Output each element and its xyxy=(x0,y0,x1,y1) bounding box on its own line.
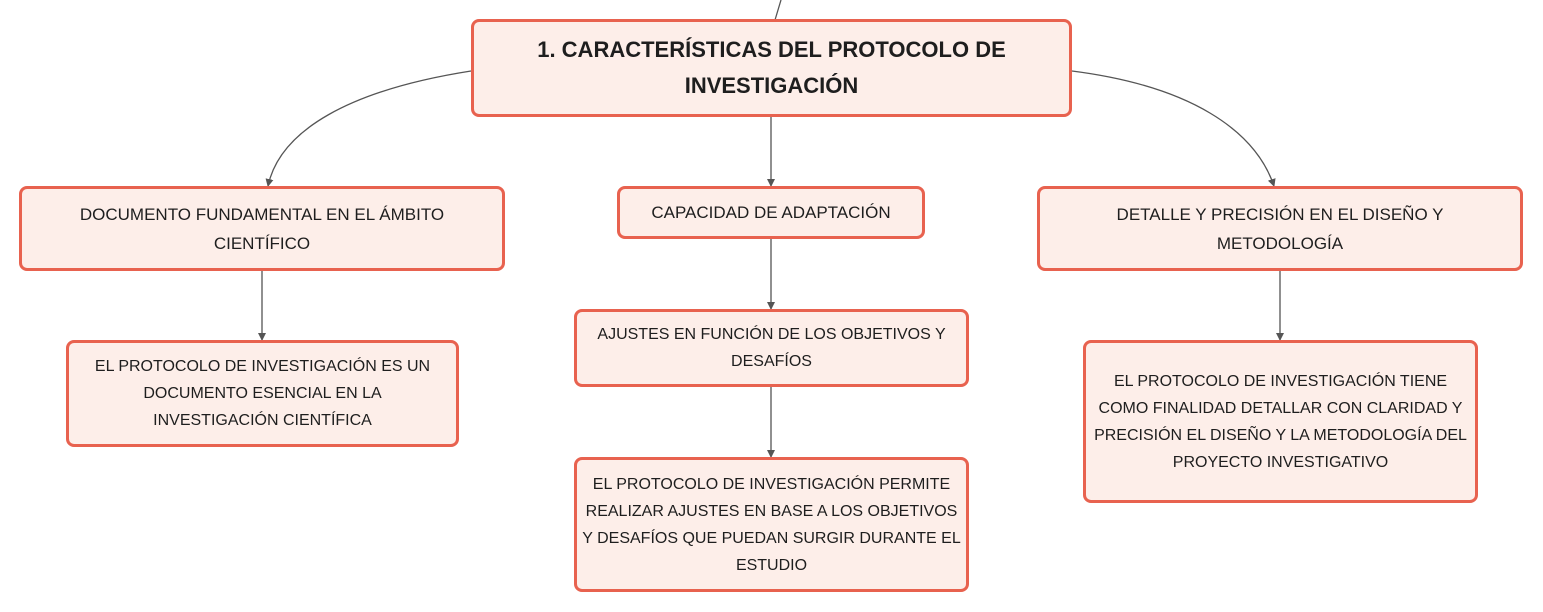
branch-topic-label: DOCUMENTO FUNDAMENTAL EN EL ÁMBITO CIENTÍFICO xyxy=(79,204,445,253)
branch-topic-capacidad-adaptacion[interactable] xyxy=(617,186,925,239)
parent-connector xyxy=(775,0,781,20)
subtopic-label: EL PROTOCOLO DE INVESTIGACIÓN ES UN DOCUMENTO ESENCIAL EN LA INVESTIGACIÓN CIENTÍFICA xyxy=(94,358,431,429)
branch-topic-documento-fundamental[interactable] xyxy=(19,186,505,271)
subtopic-protocolo-permite-ajustes[interactable] xyxy=(574,457,969,592)
branch-topic-label: CAPACIDAD DE ADAPTACIÓN xyxy=(651,203,891,222)
subtopic-label: AJUSTES EN FUNCIÓN DE LOS OBJETIVOS Y DESAFÍOS xyxy=(597,326,946,370)
subtopic-label: EL PROTOCOLO DE INVESTIGACIÓN TIENE COMO FINALIDAD DETALLAR CON CLARIDAD Y PRECISIÓN EL DISEÑO Y LA METODOLOGÍA DEL PROYECTO INVESTIGATIVO xyxy=(1094,372,1467,471)
branch-topic-detalle-precision[interactable] xyxy=(1037,186,1523,271)
connector-root-to-branch-1 xyxy=(268,71,471,186)
connector-root-to-branch-3 xyxy=(1072,71,1274,186)
root-topic[interactable] xyxy=(471,19,1072,117)
subtopic-ajustes-objetivos[interactable] xyxy=(574,309,969,387)
branch-topic-label: DETALLE Y PRECISIÓN EN EL DISEÑO Y METODOLOGÍA xyxy=(1116,204,1444,253)
root-topic-label: 1. CARACTERÍSTICAS DEL PROTOCOLO DE INVESTIGACIÓN xyxy=(537,37,1006,98)
subtopic-protocolo-documento-esencial[interactable] xyxy=(66,340,459,447)
subtopic-label: EL PROTOCOLO DE INVESTIGACIÓN PERMITE REALIZAR AJUSTES EN BASE A LOS OBJETIVOS Y DESAFÍOS QUE PUEDAN SURGIR DURANTE EL ESTUDIO xyxy=(582,475,961,574)
subtopic-protocolo-finalidad[interactable] xyxy=(1083,340,1478,503)
